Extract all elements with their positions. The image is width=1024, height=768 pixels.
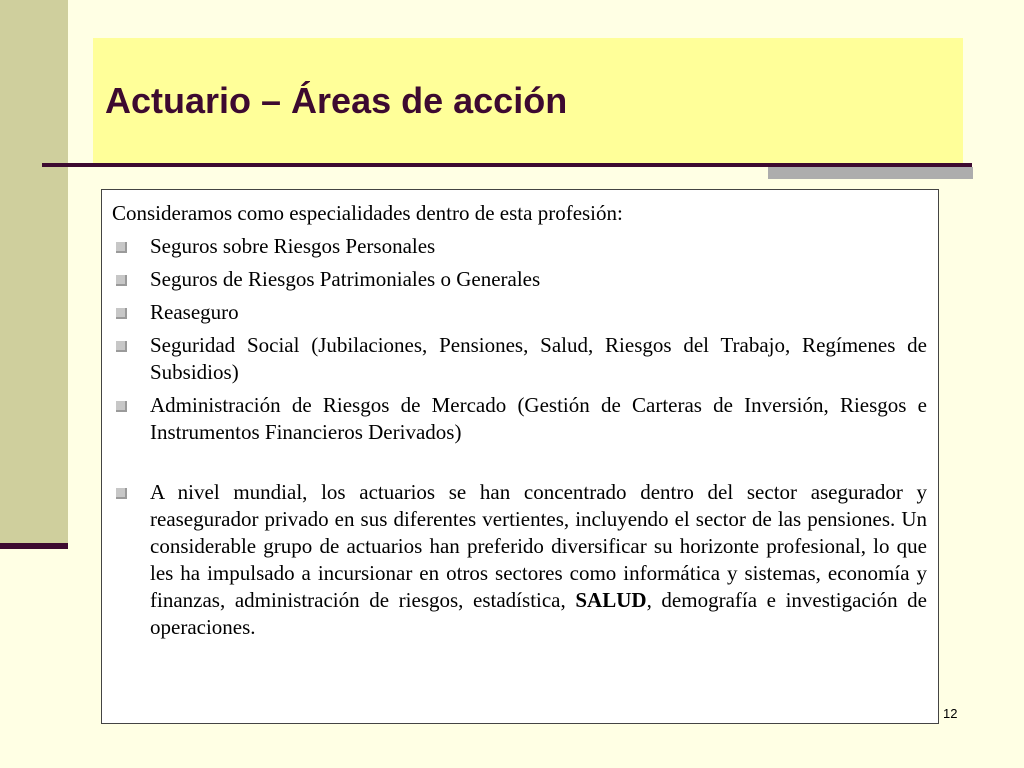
paragraph-text-before: A nivel mundial, los actuarios se han concentrado dentro del sector asegurador y reasegurador privado en sus diferentes vertientes, incluyendo el sector de las pensiones. Un considerable grupo de actuarios han preferido diversificar su horizonte profesional, lo que les ha impulsado a incursionar en otros sectores como informática y sistemas, economía y finanzas, administración de riesgos, estadística, [150, 480, 927, 612]
list-item-text: Seguros de Riesgos Patrimoniales o Generales [150, 267, 541, 291]
intro-text: Consideramos como especialidades dentro de esta profesión: [112, 201, 623, 225]
list-item-text: Reaseguro [150, 300, 239, 324]
paragraph-bold-word: SALUD [575, 588, 647, 612]
square-bullet-icon [116, 401, 127, 412]
square-bullet-icon [116, 488, 127, 499]
list-item [112, 299, 927, 326]
bullet-list [112, 233, 927, 641]
list-item [112, 392, 927, 446]
square-bullet-icon [116, 308, 127, 319]
left-stripe-bar [0, 543, 68, 549]
square-bullet-icon [116, 242, 127, 253]
grey-accent-bar [768, 167, 973, 179]
list-item-paragraph [112, 479, 927, 641]
content-box [101, 189, 939, 724]
list-item [112, 266, 927, 293]
list-item-text: Administración de Riesgos de Mercado (Gestión de Carteras de Inversión, Riesgos e Instrumentos Financieros Derivados) [150, 393, 927, 444]
list-item-text: Seguridad Social (Jubilaciones, Pensiones, Salud, Riesgos del Trabajo, Regímenes de Subsidios) [150, 333, 927, 384]
square-bullet-icon [116, 341, 127, 352]
slide-title: Actuario – Áreas de acción [105, 80, 568, 121]
paragraph-text-after: , demografía e investigación de operaciones. [150, 588, 928, 639]
list-item-text: Seguros sobre Riesgos Personales [150, 234, 436, 258]
left-decorative-stripe [0, 0, 68, 548]
page-number: 12 [943, 706, 958, 721]
list-item [112, 332, 927, 386]
list-item [112, 233, 927, 260]
square-bullet-icon [116, 275, 127, 286]
